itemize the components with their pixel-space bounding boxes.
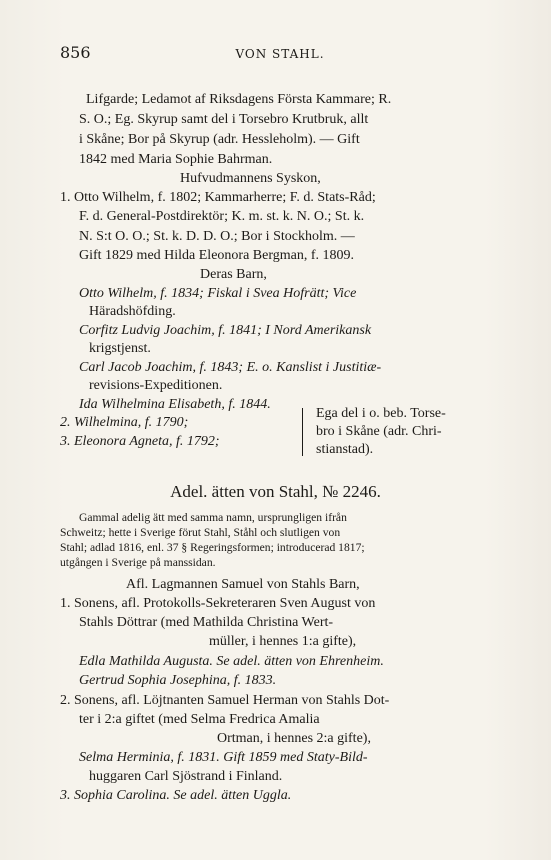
text-line: N. S:t O. O.; St. k. D. D. O.; Bor i Stockholm. —: [79, 229, 355, 244]
text-line: Ida Wilhelmina Elisabeth, f. 1844.: [79, 397, 271, 412]
text-line: Gift 1829 med Hilda Eleonora Bergman, f. 1809.: [79, 248, 355, 263]
text-line: 2. Sonens, afl. Löjtnanten Samuel Herman von Stahls Dot-: [60, 693, 390, 708]
text-line: F. d. General-Postdirektör; K. m. st. k. N. O.; St. k.: [79, 209, 365, 224]
brace-text: Ega del i o. beb. Torse-: [316, 406, 446, 421]
brace: [302, 408, 311, 456]
text-line: Corfitz Ludvig Joachim, f. 1841; I Nord Amerikansk: [79, 323, 372, 338]
text-line: Edla Mathilda Augusta. Se adel. ätten von Ehrenheim.: [79, 654, 384, 669]
text-line: krigstjenst.: [89, 341, 151, 356]
text-line: müller, i hennes 1:a gifte),: [209, 634, 357, 649]
text-line: Carl Jacob Joachim, f. 1843; E. o. Kanslist i Justitiæ-: [79, 360, 382, 375]
text-line: 1. Otto Wilhelm, f. 1802; Kammarherre; F. d. Stats-Råd;: [60, 190, 376, 205]
text-line: Otto Wilhelm, f. 1834; Fiskal i Svea Hofrätt; Vice: [79, 286, 357, 301]
text-line: 1. Sonens, afl. Protokolls-Sekreteraren Sven August von: [60, 596, 376, 611]
brace-text: bro i Skåne (adr. Chri-: [316, 424, 442, 439]
text-line: ter i 2:a giftet (med Selma Fredrica Amalia: [79, 712, 320, 727]
text-line: 1842 med Maria Sophie Bahrman.: [79, 152, 273, 167]
text-line: Lifgarde; Ledamot af Riksdagens Första Kammare; R.: [86, 92, 392, 107]
page-header: [60, 43, 500, 65]
text-line: 3. Eleonora Agneta, f. 1792;: [60, 434, 220, 449]
text-line: S. O.; Eg. Skyrup samt del i Torsebro Krutbruk, allt: [79, 112, 369, 127]
brace-text: stianstad).: [316, 442, 374, 457]
page-number: 856: [60, 43, 91, 62]
intro-line: Gammal adelig ätt med samma namn, ursprungligen ifrån: [79, 511, 347, 524]
text-line: revisions-Expeditionen.: [89, 378, 223, 393]
text-line: Stahls Döttrar (med Mathilda Christina Wert-: [79, 615, 334, 630]
running-title: VON STAHL.: [235, 47, 325, 61]
text-line: 3. Sophia Carolina. Se adel. ätten Uggla.: [60, 788, 292, 803]
intro-line: Schweitz; hette i Sverige förut Stahl, Ståhl och slutligen von: [60, 526, 341, 539]
subheading: Hufvudmannens Syskon,: [180, 171, 321, 186]
intro-line: utgången i Sverige på manssidan.: [60, 556, 216, 569]
text-line: huggaren Carl Sjöstrand i Finland.: [89, 769, 283, 784]
section-title: Adel. ätten von Stahl, № 2246.: [170, 482, 381, 501]
text-line: i Skåne; Bor på Skyrup (adr. Hessleholm). — Gift: [79, 132, 360, 147]
text-line: 2. Wilhelmina, f. 1790;: [60, 415, 189, 430]
text-line: Gertrud Sophia Josephina, f. 1833.: [79, 673, 277, 688]
text-line: Ortman, i hennes 2:a gifte),: [217, 731, 371, 746]
subheading: Afl. Lagmannen Samuel von Stahls Barn,: [126, 577, 360, 592]
intro-line: Stahl; adlad 1816, enl. 37 § Regeringsformen; introducerad 1817;: [60, 541, 365, 554]
text-line: Häradshöfding.: [89, 304, 176, 319]
subheading: Deras Barn,: [200, 267, 267, 282]
text-line: Selma Herminia, f. 1831. Gift 1859 med Staty-Bild-: [79, 750, 368, 765]
